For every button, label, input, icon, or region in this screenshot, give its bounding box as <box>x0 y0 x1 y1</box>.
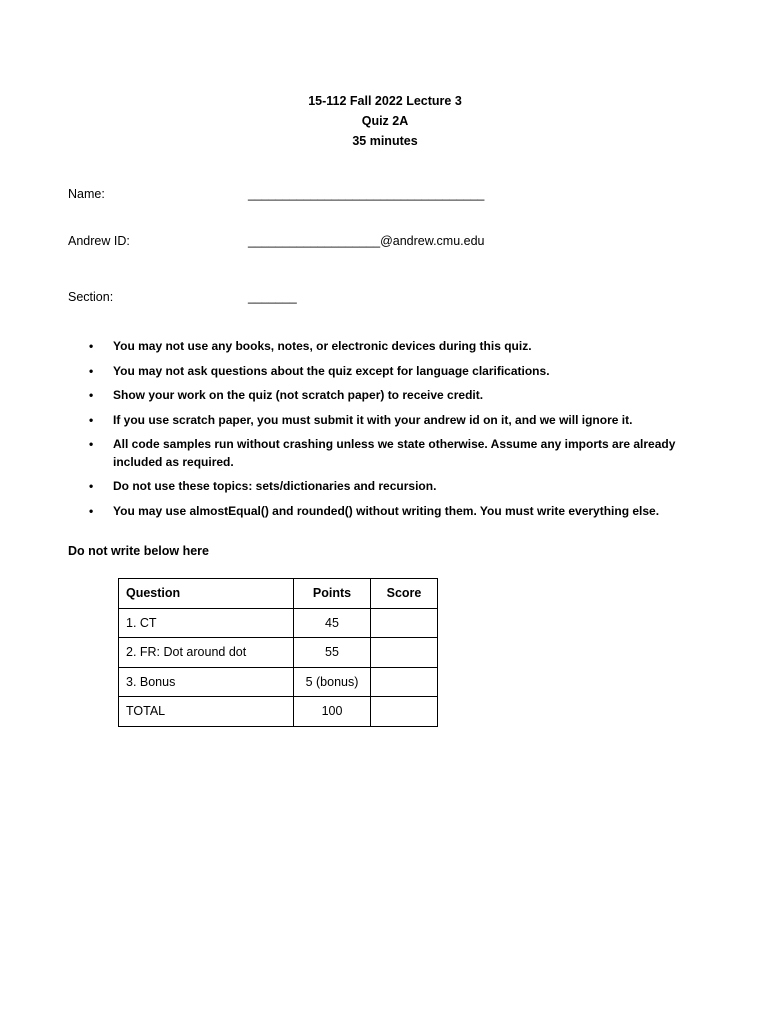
name-label: Name: <box>68 187 105 201</box>
instruction-text: Do not use these topics: sets/dictionaries and recursion. <box>113 479 437 493</box>
instruction-text: You may not ask questions about the quiz except for language clarifications. <box>113 363 550 378</box>
score-cell[interactable] <box>371 608 438 638</box>
instruction-item <box>88 363 698 381</box>
instruction-text: You may not use any books, notes, or electronic devices during this quiz. <box>113 339 532 353</box>
table-row <box>119 697 438 727</box>
instruction-item <box>88 338 698 356</box>
table-row <box>119 608 438 638</box>
points-cell: 55 <box>294 638 371 668</box>
bullet-icon: • <box>89 363 94 378</box>
do-not-write-notice: Do not write below here <box>68 544 209 558</box>
question-cell: 1. CT <box>119 608 294 638</box>
andrew-id-blank: ___________________@andrew.cmu.edu <box>248 234 485 248</box>
instruction-item <box>88 412 698 430</box>
andrew-id-label: Andrew ID: <box>68 234 130 248</box>
question-cell: TOTAL <box>119 697 294 727</box>
instruction-item <box>88 503 698 521</box>
points-cell: 45 <box>294 608 371 638</box>
question-cell: 2. FR: Dot around dot <box>119 638 294 668</box>
instructions-list <box>88 338 698 527</box>
bullet-icon: • <box>89 339 94 353</box>
header-question: Question <box>119 579 294 609</box>
quiz-duration: 35 minutes <box>352 134 418 148</box>
instruction-item <box>88 387 698 405</box>
header-points: Points <box>294 579 371 609</box>
points-cell: 100 <box>294 697 371 727</box>
bullet-icon: • <box>89 437 94 451</box>
score-cell[interactable] <box>371 638 438 668</box>
bullet-icon: • <box>89 503 94 518</box>
bullet-icon: • <box>89 388 94 402</box>
quiz-name: Quiz 2A <box>361 114 409 128</box>
table-header-row <box>119 579 438 609</box>
instruction-text: Show your work on the quiz (not scratch paper) to receive credit. <box>113 388 484 402</box>
instruction-text: You may use almostEqual() and rounded() without writing them. You must write everything else. <box>113 503 660 518</box>
section-blank: _______ <box>248 290 297 304</box>
instruction-item <box>88 478 698 496</box>
bullet-icon: • <box>89 479 94 493</box>
name-blank: __________________________________ <box>248 187 485 201</box>
section-label: Section: <box>68 290 114 304</box>
score-table <box>118 578 438 727</box>
header-score: Score <box>371 579 438 609</box>
points-cell: 5 (bonus) <box>294 667 371 697</box>
table-row <box>119 667 438 697</box>
instruction-text: All code samples run without crashing unless we state otherwise. Assume any imports are already included as required. <box>113 437 676 469</box>
quiz-course-title: 15-112 Fall 2022 Lecture 3 <box>308 94 462 108</box>
instruction-text: If you use scratch paper, you must submit it with your andrew id on it, and we will ignore it. <box>113 412 633 427</box>
table-row <box>119 638 438 668</box>
score-cell[interactable] <box>371 697 438 727</box>
instruction-item <box>88 436 698 471</box>
question-cell: 3. Bonus <box>119 667 294 697</box>
bullet-icon: • <box>89 412 94 427</box>
score-cell[interactable] <box>371 667 438 697</box>
